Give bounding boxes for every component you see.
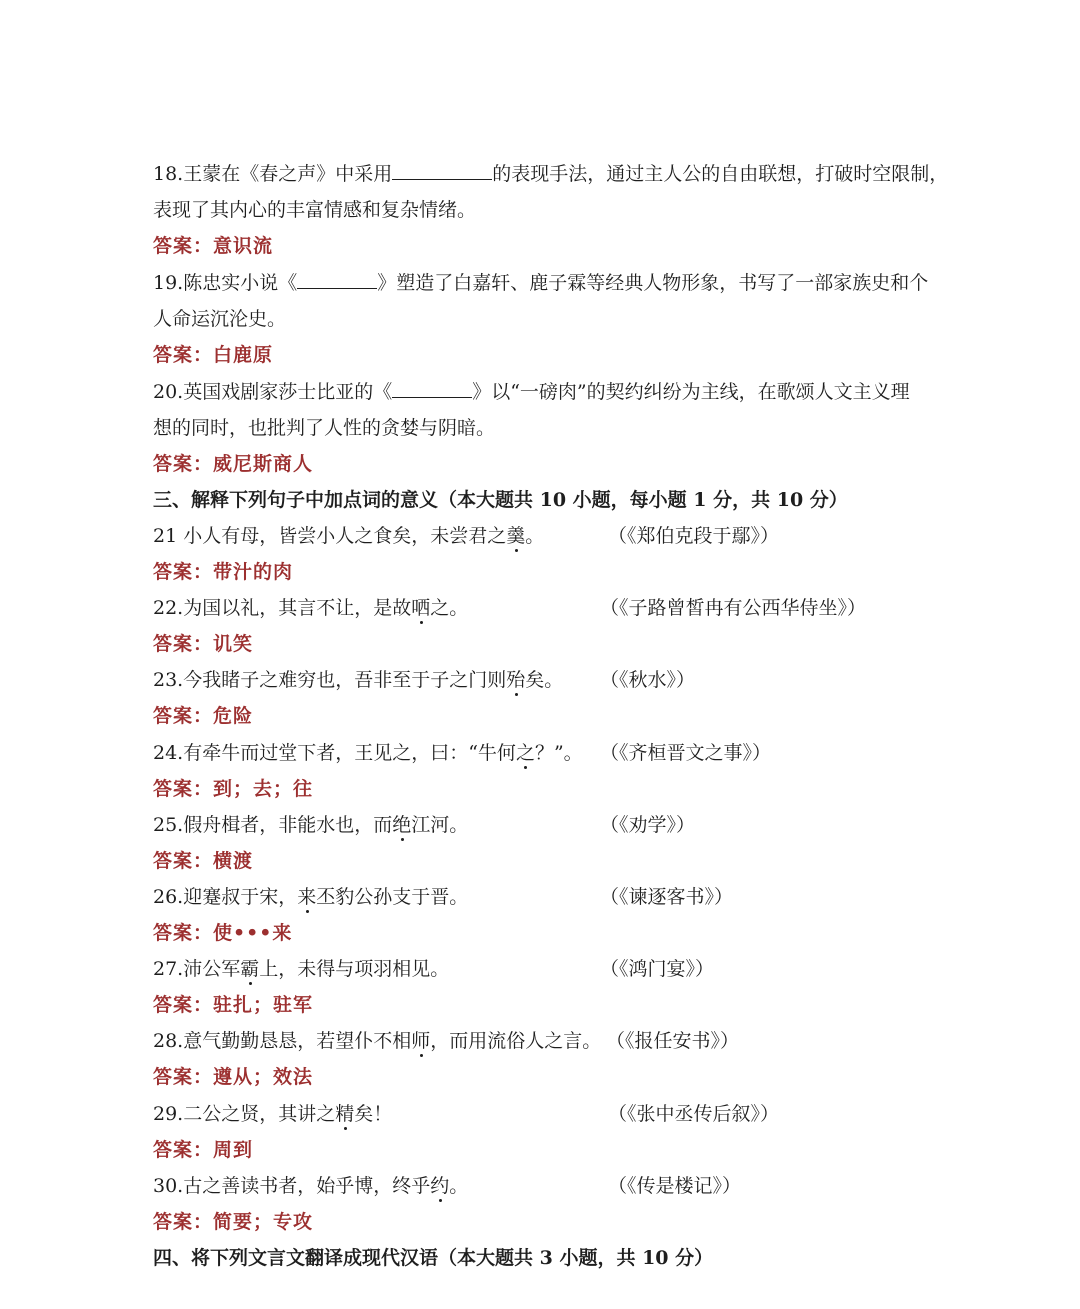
question-18-line2: 表现了其内心的丰富情感和复杂情绪。 [153, 199, 477, 221]
dotted-word: 来 [297, 886, 317, 908]
question-30: 30.古之善读书者，始乎博，终乎约。 （《传是楼记》） [153, 1175, 742, 1197]
answer-20: 答案：威尼斯商人 [153, 453, 314, 475]
answer-23: 答案：危险 [153, 705, 254, 727]
dotted-word: 精 [335, 1103, 355, 1125]
answer-25: 答案：横渡 [153, 850, 254, 872]
fill-blank [392, 379, 472, 398]
source-title: （《子路曾皙冉有公西华侍坐》） [600, 597, 867, 619]
fill-blank [297, 270, 377, 289]
source-title: （《郑伯克段于鄢》） [608, 525, 780, 547]
question-20: 20.英国戏剧家莎士比亚的《 》以“一磅肉”的契约纠纷为主线，在歌颂人文主义理 [153, 381, 910, 403]
fill-blank [392, 161, 492, 180]
answer-26: 答案：使•••来 [153, 922, 293, 944]
question-26: 26.迎蹇叔于宋，来丕豹公孙支于晋。 （《谏逐客书》） [153, 886, 734, 908]
source-title: （《传是楼记》） [608, 1175, 742, 1197]
answer-21: 答案：带汁的肉 [153, 561, 294, 583]
answer-24: 答案：到；去；往 [153, 778, 314, 800]
question-19: 19.陈忠实小说《 》塑造了白嘉轩、鹿子霖等经典人物形象，书写了一部家族史和个 [153, 272, 929, 294]
question-18: 18.王蒙在《春之声》中采用 的表现手法，通过主人公的自由联想，打破时空限制， [153, 163, 949, 185]
source-title: （《报任安书》） [606, 1030, 740, 1052]
dotted-word: 约 [430, 1175, 450, 1197]
dotted-word: 之 [515, 742, 535, 764]
dotted-word: 殆 [506, 669, 526, 691]
source-title: （《齐桓晋文之事》） [600, 742, 772, 764]
answer-29: 答案：周到 [153, 1139, 254, 1161]
answer-28: 答案：遵从；效法 [153, 1066, 314, 1088]
dotted-word: 羹 [506, 525, 526, 547]
question-23: 23.今我睹子之难穷也，吾非至于子之门则殆矣。 （《秋水》） [153, 669, 696, 691]
dotted-word: 绝 [392, 814, 412, 836]
question-21: 21 小人有母，皆尝小人之食矣，未尝君之羹。 （《郑伯克段于鄢》） [153, 525, 780, 547]
dotted-word: 师 [411, 1030, 431, 1052]
question-24: 24.有牵牛而过堂下者，王见之，曰：“牛何之？”。 （《齐桓晋文之事》） [153, 742, 772, 764]
question-19-line2: 人命运沉沦史。 [153, 308, 287, 330]
section-4-heading: 四、将下列文言文翻译成现代汉语（本大题共 3 小题，共 10 分） [153, 1247, 714, 1269]
dotted-word: 哂 [411, 597, 431, 619]
question-29: 29.二公之贤，其讲之精矣！ （《张中丞传后叙》） [153, 1103, 780, 1125]
question-20-line2: 想的同时，也批判了人性的贪婪与阴暗。 [153, 417, 496, 439]
answer-18: 答案：意识流 [153, 235, 274, 257]
dotted-word: 霸 [240, 958, 260, 980]
answer-19: 答案：白鹿原 [153, 344, 274, 366]
section-3-heading: 三、解释下列句子中加点词的意义（本大题共 10 小题，每小题 1 分，共 10 分） [153, 489, 848, 511]
source-title: （《秋水》） [600, 669, 696, 691]
source-title: （《劝学》） [600, 814, 696, 836]
question-22: 22.为国以礼，其言不让，是故哂之。 （《子路曾皙冉有公西华侍坐》） [153, 597, 867, 619]
answer-22: 答案：讥笑 [153, 633, 254, 655]
question-27: 27.沛公军霸上，未得与项羽相见。 （《鸿门宴》） [153, 958, 715, 980]
question-28: 28.意气勤勤恳恳，若望仆不相师，而用流俗人之言。 （《报任安书》） [153, 1030, 740, 1052]
answer-30: 答案：简要；专攻 [153, 1211, 314, 1233]
source-title: （《鸿门宴》） [600, 958, 715, 980]
source-title: （《张中丞传后叙》） [608, 1103, 780, 1125]
question-25: 25.假舟楫者，非能水也，而绝江河。 （《劝学》） [153, 814, 696, 836]
source-title: （《谏逐客书》） [600, 886, 734, 908]
answer-27: 答案：驻扎；驻军 [153, 994, 314, 1016]
